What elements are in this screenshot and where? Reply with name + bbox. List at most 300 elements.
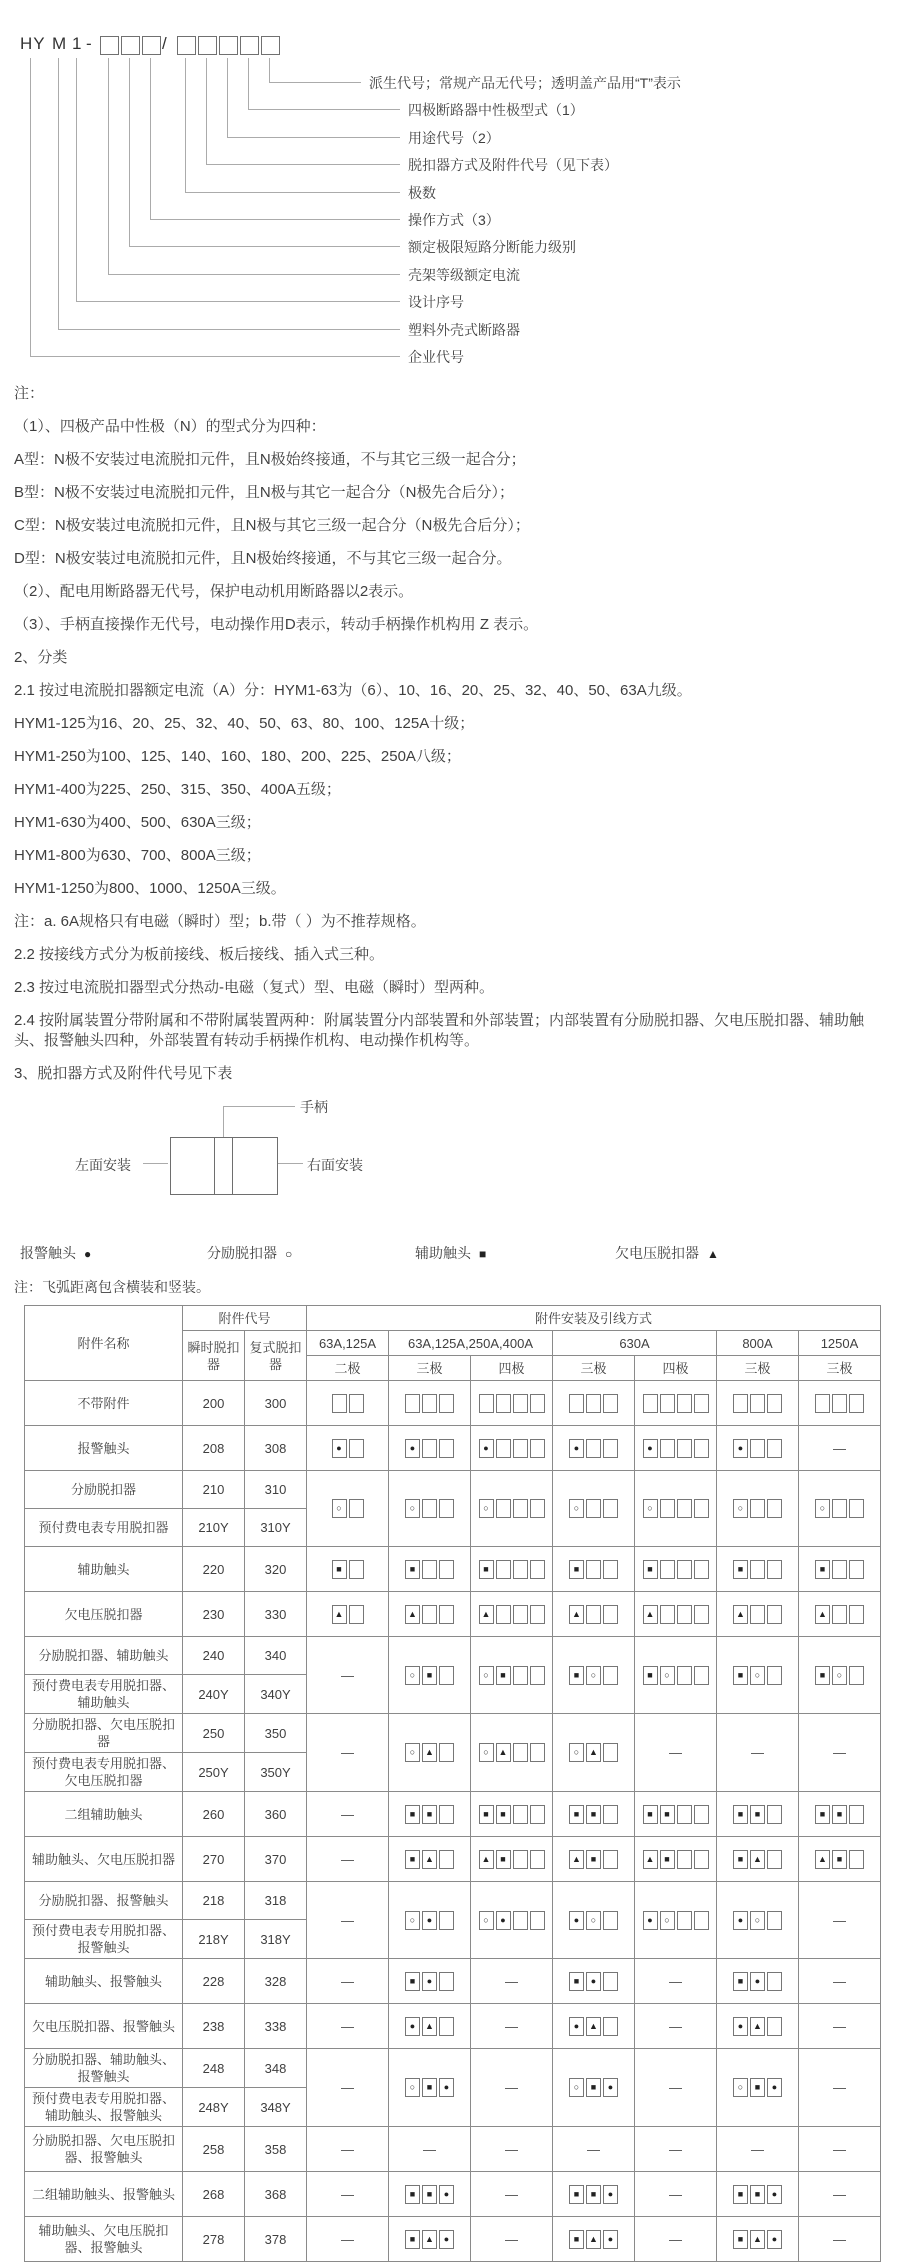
breaker-pole: ■ <box>815 1805 830 1824</box>
breaker-diagram <box>405 1911 454 1930</box>
breaker-pole <box>513 1605 528 1624</box>
diagram-cell <box>553 1381 635 1426</box>
breaker-diagram <box>733 1394 782 1413</box>
diagram-cell <box>635 1882 717 1959</box>
model-code-part: - <box>86 34 93 53</box>
breaker-diagram <box>643 1911 709 1930</box>
breaker-diagram <box>733 1439 782 1458</box>
breaker-pole <box>767 1560 782 1579</box>
breaker-diagram <box>479 1666 545 1685</box>
breaker-pole: ▲ <box>405 1605 420 1624</box>
breaker-pole: ▲ <box>750 2017 765 2036</box>
breaker-pole: ■ <box>750 1805 765 1824</box>
instantaneous-code-cell: 270 <box>183 1837 245 1882</box>
callout-vline <box>30 58 31 356</box>
breaker-diagram <box>569 1972 618 1991</box>
dash-no-accessory: — <box>669 2080 682 2095</box>
compound-code-cell: 350 <box>245 1714 307 1753</box>
instantaneous-code-cell: 258 <box>183 2127 245 2172</box>
instantaneous-code-cell: 218 <box>183 1882 245 1920</box>
breaker-diagram <box>405 1560 454 1579</box>
dash-cell <box>471 2217 553 2262</box>
dash-cell <box>471 2004 553 2049</box>
callout-label: 壳架等级额定电流 <box>408 267 520 283</box>
diagram-cell <box>553 1426 635 1471</box>
breaker-pole <box>496 1560 511 1579</box>
breaker-pole <box>849 1805 864 1824</box>
dash-no-accessory: — <box>751 2141 764 2157</box>
breaker-pole: ○ <box>405 2078 420 2097</box>
breaker-pole <box>586 1605 601 1624</box>
legend-item-4 <box>615 1243 719 1263</box>
callout-hline <box>30 356 400 357</box>
dash-cell <box>307 1637 389 1714</box>
diagram-cell <box>717 1959 799 2004</box>
dash-cell <box>471 2172 553 2217</box>
diagram-cell <box>799 1471 881 1547</box>
callout-label: 额定极限短路分断能力级别 <box>408 239 576 255</box>
breaker-pole: ▲ <box>479 1605 494 1624</box>
legend-item-symbol: ○ <box>285 1247 293 1261</box>
compound-code-cell: 360 <box>245 1792 307 1837</box>
dash-cell <box>307 2172 389 2217</box>
diagram-cell <box>553 1547 635 1592</box>
accessory-code-table <box>24 1305 881 2262</box>
note-line: HYM1-125为16、20、25、32、40、50、63、80、100、125A十级； <box>14 715 475 732</box>
breaker-pole <box>439 1805 454 1824</box>
breaker-diagram <box>733 1805 782 1824</box>
breaker-pole <box>815 1394 830 1413</box>
breaker-pole: ● <box>405 1439 420 1458</box>
breaker-pole: ▲ <box>422 2230 437 2249</box>
diagram-cell <box>717 1837 799 1882</box>
dash-cell <box>635 1714 717 1792</box>
breaker-pole: ■ <box>496 1666 511 1685</box>
instantaneous-code-cell: 240 <box>183 1637 245 1675</box>
dash-no-accessory: — <box>833 2080 846 2095</box>
breaker-pole: ■ <box>815 1560 830 1579</box>
breaker-pole: ■ <box>586 1805 601 1824</box>
breaker-pole <box>586 1560 601 1579</box>
diagram-cell <box>307 1547 389 1592</box>
breaker-diagram <box>643 1850 709 1869</box>
breaker-pole: ● <box>422 1972 437 1991</box>
breaker-pole: ■ <box>569 1972 584 1991</box>
breaker-pole <box>767 1439 782 1458</box>
note-line: HYM1-1250为800、1000、1250A三级。 <box>14 880 286 897</box>
diagram-cell <box>471 1637 553 1714</box>
col-header-amp-group: 63A,125A <box>307 1331 389 1356</box>
dash-cell <box>635 2172 717 2217</box>
breaker-pole <box>513 1850 528 1869</box>
breaker-pole <box>750 1394 765 1413</box>
accessory-name-cell: 预付费电表专用脱扣器、报警触头 <box>25 1920 183 1959</box>
breaker-handle-slot <box>214 1137 234 1195</box>
dash-no-accessory: — <box>669 2186 682 2202</box>
compound-code-cell: 350Y <box>245 1753 307 1792</box>
breaker-pole: ● <box>603 2185 618 2204</box>
accessory-name-cell: 预付费电表专用脱扣器、辅助触头 <box>25 1675 183 1714</box>
breaker-pole: ■ <box>643 1560 658 1579</box>
accessory-name-cell: 分励脱扣器、欠电压脱扣器、报警触头 <box>25 2127 183 2172</box>
note-line: 2.2 按接线方式分为板前接线、板后接线、插入式三种。 <box>14 946 385 963</box>
breaker-pole: ○ <box>332 1499 347 1518</box>
compound-code-cell: 340Y <box>245 1675 307 1714</box>
breaker-diagram <box>569 1605 618 1624</box>
breaker-left-body <box>170 1137 216 1195</box>
accessory-name-cell: 二组辅助触头 <box>25 1792 183 1837</box>
breaker-diagram <box>643 1666 709 1685</box>
legend-item-symbol: ■ <box>479 1247 487 1261</box>
callout-label: 四极断路器中性极型式（1） <box>408 102 584 118</box>
compound-code-cell: 318Y <box>245 1920 307 1959</box>
breaker-pole: ■ <box>422 2185 437 2204</box>
breaker-pole <box>677 1560 692 1579</box>
table-body <box>25 1381 881 2262</box>
breaker-pole <box>603 1560 618 1579</box>
legend-item-3 <box>415 1243 486 1263</box>
accessory-name-cell: 分励脱扣器、报警触头 <box>25 1882 183 1920</box>
callout-hline <box>58 329 400 330</box>
breaker-pole: ■ <box>569 1560 584 1579</box>
breaker-diagram <box>733 1666 782 1685</box>
breaker-pole: ■ <box>405 1850 420 1869</box>
symbol-legend <box>0 1239 900 1267</box>
note-line: D型：N极安装过电流脱扣元件，且N极始终接通，不与其它三级一起合分。 <box>14 550 512 567</box>
model-code-box <box>261 36 280 55</box>
diagram-cell <box>471 1837 553 1882</box>
breaker-pole <box>677 1499 692 1518</box>
table-row <box>25 1426 881 1471</box>
diagram-cell <box>307 1471 389 1547</box>
dash-no-accessory: — <box>423 2141 436 2157</box>
model-code-box <box>100 36 119 55</box>
breaker-pole <box>694 1605 709 1624</box>
breaker-diagram <box>405 1605 454 1624</box>
diagram-cell <box>471 1547 553 1592</box>
model-code-part: HY <box>20 34 46 53</box>
instantaneous-code-cell: 240Y <box>183 1675 245 1714</box>
breaker-pole: ● <box>603 2230 618 2249</box>
callout-hline <box>227 137 400 138</box>
breaker-pole <box>496 1439 511 1458</box>
accessory-name-cell: 辅助触头、欠电压脱扣器、报警触头 <box>25 2217 183 2262</box>
callout-label: 派生代号；常规产品无代号；透明盖产品用“T”表示 <box>369 75 681 91</box>
breaker-pole: ● <box>569 1911 584 1930</box>
dash-no-accessory: — <box>833 1912 846 1928</box>
callout-vline <box>248 58 249 109</box>
callout-label: 设计序号 <box>408 294 464 310</box>
dash-no-accessory: — <box>505 2141 518 2157</box>
diagram-cell <box>389 1381 471 1426</box>
breaker-pole <box>832 1605 847 1624</box>
table-row <box>25 2172 881 2217</box>
breaker-diagram <box>479 1394 545 1413</box>
diagram-cell <box>307 1426 389 1471</box>
col-header-accessory-name: 附件名称 <box>25 1306 183 1381</box>
breaker-diagram <box>569 1805 618 1824</box>
compound-code-cell: 348 <box>245 2049 307 2088</box>
breaker-pole <box>439 1743 454 1762</box>
breaker-pole: ○ <box>750 1911 765 1930</box>
breaker-diagram <box>643 1499 709 1518</box>
breaker-pole: ● <box>422 1911 437 1930</box>
breaker-diagram <box>405 1805 454 1824</box>
legend-item-symbol: ▲ <box>707 1247 719 1261</box>
compound-code-cell: 320 <box>245 1547 307 1592</box>
dash-cell <box>799 2217 881 2262</box>
breaker-pole <box>530 1499 545 1518</box>
note-line: 注： <box>14 385 45 402</box>
breaker-diagram <box>733 1911 782 1930</box>
installation-diagram <box>0 1097 900 1235</box>
breaker-diagram <box>332 1499 364 1518</box>
callout-label: 企业代号 <box>408 349 464 365</box>
breaker-pole <box>767 1394 782 1413</box>
breaker-pole <box>677 1605 692 1624</box>
diagram-cell <box>553 2049 635 2127</box>
breaker-pole: ■ <box>479 1560 494 1579</box>
note-line: HYM1-250为100、125、140、160、180、200、225、250A八级； <box>14 748 461 765</box>
dash-cell <box>635 2217 717 2262</box>
breaker-pole <box>603 1805 618 1824</box>
breaker-pole <box>439 2017 454 2036</box>
breaker-pole <box>349 1499 364 1518</box>
breaker-pole: ● <box>767 2185 782 2204</box>
dash-no-accessory: — <box>751 1745 764 1760</box>
dash-no-accessory: — <box>587 2141 600 2157</box>
table-row <box>25 1882 881 1920</box>
breaker-pole <box>530 1805 545 1824</box>
breaker-pole <box>349 1439 364 1458</box>
accessory-name-cell: 不带附件 <box>25 1381 183 1426</box>
dash-no-accessory: — <box>341 1667 354 1683</box>
diagram-cell <box>553 1882 635 1959</box>
breaker-pole <box>513 1499 528 1518</box>
diagram-cell <box>471 1471 553 1547</box>
breaker-pole <box>677 1439 692 1458</box>
breaker-pole: ● <box>643 1911 658 1930</box>
breaker-pole: ■ <box>733 1560 748 1579</box>
dash-cell <box>635 2127 717 2172</box>
notes-section <box>14 384 876 1084</box>
breaker-pole: ● <box>496 1911 511 1930</box>
breaker-pole: ■ <box>586 2185 601 2204</box>
table-row <box>25 1592 881 1637</box>
breaker-pole <box>405 1394 420 1413</box>
breaker-diagram <box>405 1499 454 1518</box>
col-header-amp-group: 800A <box>717 1331 799 1356</box>
breaker-pole: ▲ <box>422 1743 437 1762</box>
breaker-diagram <box>733 1850 782 1869</box>
diagram-cell <box>799 1837 881 1882</box>
col-header-install-group: 附件安装及引线方式 <box>307 1306 881 1331</box>
diagram-cell <box>389 1471 471 1547</box>
breaker-pole: ■ <box>332 1560 347 1579</box>
note-line: HYM1-630为400、500、630A三级； <box>14 814 261 831</box>
callout-label: 用途代号（2） <box>408 130 500 146</box>
col-header-poles: 四极 <box>635 1356 717 1381</box>
breaker-pole: ● <box>767 2230 782 2249</box>
dash-no-accessory: — <box>833 2141 846 2157</box>
breaker-pole: ■ <box>660 1805 675 1824</box>
breaker-diagram <box>405 1439 454 1458</box>
breaker-pole: ■ <box>733 1666 748 1685</box>
col-header-poles: 二极 <box>307 1356 389 1381</box>
breaker-pole: ○ <box>405 1743 420 1762</box>
breaker-pole <box>694 1850 709 1869</box>
diagram-cell <box>717 2172 799 2217</box>
breaker-pole: ● <box>439 2078 454 2097</box>
accessory-name-cell: 欠电压脱扣器、报警触头 <box>25 2004 183 2049</box>
note-line: 3、脱扣器方式及附件代号见下表 <box>14 1065 233 1082</box>
callout-label: 脱扣器方式及附件代号（见下表） <box>408 157 618 173</box>
dash-no-accessory: — <box>505 2018 518 2034</box>
diagram-cell <box>553 2217 635 2262</box>
breaker-pole: ■ <box>815 1666 830 1685</box>
breaker-diagram <box>569 1666 618 1685</box>
col-header-amp-group: 63A,125A,250A,400A <box>389 1331 553 1356</box>
dash-no-accessory: — <box>341 2186 354 2202</box>
legend-item-label: 分励脱扣器 <box>207 1245 277 1261</box>
breaker-pole: ○ <box>479 1911 494 1930</box>
callout-hline <box>150 219 400 220</box>
breaker-pole: ■ <box>586 2078 601 2097</box>
breaker-diagram <box>569 1439 618 1458</box>
diagram-cell <box>717 2049 799 2127</box>
accessory-name-cell: 预付费电表专用脱扣器、欠电压脱扣器 <box>25 1753 183 1792</box>
breaker-pole <box>422 1605 437 1624</box>
breaker-pole: ■ <box>733 1805 748 1824</box>
model-code-box <box>142 36 161 55</box>
breaker-diagram <box>815 1499 864 1518</box>
breaker-pole <box>530 1394 545 1413</box>
dash-no-accessory: — <box>833 2018 846 2034</box>
breaker-pole: ▲ <box>643 1850 658 1869</box>
breaker-pole: ○ <box>569 1743 584 1762</box>
breaker-pole: ● <box>332 1439 347 1458</box>
breaker-pole: ▲ <box>750 1850 765 1869</box>
dash-no-accessory: — <box>341 2141 354 2157</box>
breaker-diagram <box>405 1666 454 1685</box>
breaker-pole: ● <box>479 1439 494 1458</box>
breaker-diagram <box>733 1499 782 1518</box>
breaker-diagram <box>569 2185 618 2204</box>
breaker-pole: ○ <box>660 1911 675 1930</box>
breaker-pole <box>767 1499 782 1518</box>
table-row <box>25 2049 881 2088</box>
breaker-diagram <box>815 1805 864 1824</box>
accessory-name-cell: 辅助触头、报警触头 <box>25 1959 183 2004</box>
instantaneous-code-cell: 278 <box>183 2217 245 2262</box>
instantaneous-code-cell: 228 <box>183 1959 245 2004</box>
col-header-code-group: 附件代号 <box>183 1306 307 1331</box>
breaker-pole: ■ <box>643 1805 658 1824</box>
compound-code-cell: 338 <box>245 2004 307 2049</box>
compound-code-cell: 328 <box>245 1959 307 2004</box>
breaker-diagram <box>569 1394 618 1413</box>
breaker-pole: ■ <box>733 1850 748 1869</box>
breaker-pole: ■ <box>479 1805 494 1824</box>
breaker-pole: ○ <box>405 1499 420 1518</box>
breaker-pole <box>586 1499 601 1518</box>
diagram-cell <box>389 1426 471 1471</box>
diagram-cell <box>635 1471 717 1547</box>
model-number-diagram <box>0 18 900 370</box>
breaker-pole <box>694 1805 709 1824</box>
dash-no-accessory: — <box>833 1745 846 1760</box>
breaker-pole <box>349 1394 364 1413</box>
breaker-pole: ● <box>569 2017 584 2036</box>
breaker-diagram <box>643 1805 709 1824</box>
compound-code-cell: 310 <box>245 1471 307 1509</box>
diagram-cell <box>471 1792 553 1837</box>
col-header-amp-group: 1250A <box>799 1331 881 1356</box>
breaker-pole: ■ <box>496 1850 511 1869</box>
callout-hline <box>269 82 361 83</box>
diagram-cell <box>471 1381 553 1426</box>
breaker-pole <box>603 1605 618 1624</box>
breaker-pole: ■ <box>750 2078 765 2097</box>
breaker-pole: ■ <box>569 2185 584 2204</box>
breaker-pole: ■ <box>569 2230 584 2249</box>
breaker-pole <box>677 1394 692 1413</box>
breaker-pole <box>479 1394 494 1413</box>
breaker-pole <box>439 1499 454 1518</box>
breaker-pole: ▲ <box>569 1605 584 1624</box>
diagram-cell <box>635 1547 717 1592</box>
breaker-pole <box>569 1394 584 1413</box>
diagram-cell <box>717 1547 799 1592</box>
dash-cell <box>389 2127 471 2172</box>
breaker-pole <box>849 1560 864 1579</box>
breaker-pole: ● <box>643 1439 658 1458</box>
breaker-pole: ■ <box>405 1805 420 1824</box>
dash-cell <box>471 2049 553 2127</box>
breaker-pole: ● <box>733 1439 748 1458</box>
breaker-pole: ■ <box>733 1972 748 1991</box>
breaker-pole: ○ <box>750 1666 765 1685</box>
model-code-box <box>177 36 196 55</box>
breaker-pole <box>694 1499 709 1518</box>
diagram-cell <box>553 1714 635 1792</box>
breaker-pole: ▲ <box>496 1743 511 1762</box>
breaker-pole <box>513 1560 528 1579</box>
diagram-cell <box>717 1592 799 1637</box>
dash-cell <box>471 2127 553 2172</box>
breaker-pole <box>332 1394 347 1413</box>
breaker-pole <box>767 1805 782 1824</box>
dash-no-accessory: — <box>505 2231 518 2247</box>
diagram-cell <box>717 2004 799 2049</box>
breaker-pole <box>849 1850 864 1869</box>
diagram-cell <box>471 1714 553 1792</box>
dash-cell <box>553 2127 635 2172</box>
breaker-pole <box>677 1911 692 1930</box>
dash-no-accessory: — <box>341 1851 354 1867</box>
diagram-cell <box>307 1592 389 1637</box>
diagram-cell <box>389 1882 471 1959</box>
breaker-pole: ○ <box>586 1666 601 1685</box>
instantaneous-code-cell: 238 <box>183 2004 245 2049</box>
breaker-diagram <box>815 1850 864 1869</box>
left-install-line <box>143 1163 168 1164</box>
breaker-pole <box>530 1850 545 1869</box>
table-row <box>25 2217 881 2262</box>
breaker-diagram <box>815 1666 864 1685</box>
dash-cell <box>717 1714 799 1792</box>
callout-label: 极数 <box>408 185 436 201</box>
